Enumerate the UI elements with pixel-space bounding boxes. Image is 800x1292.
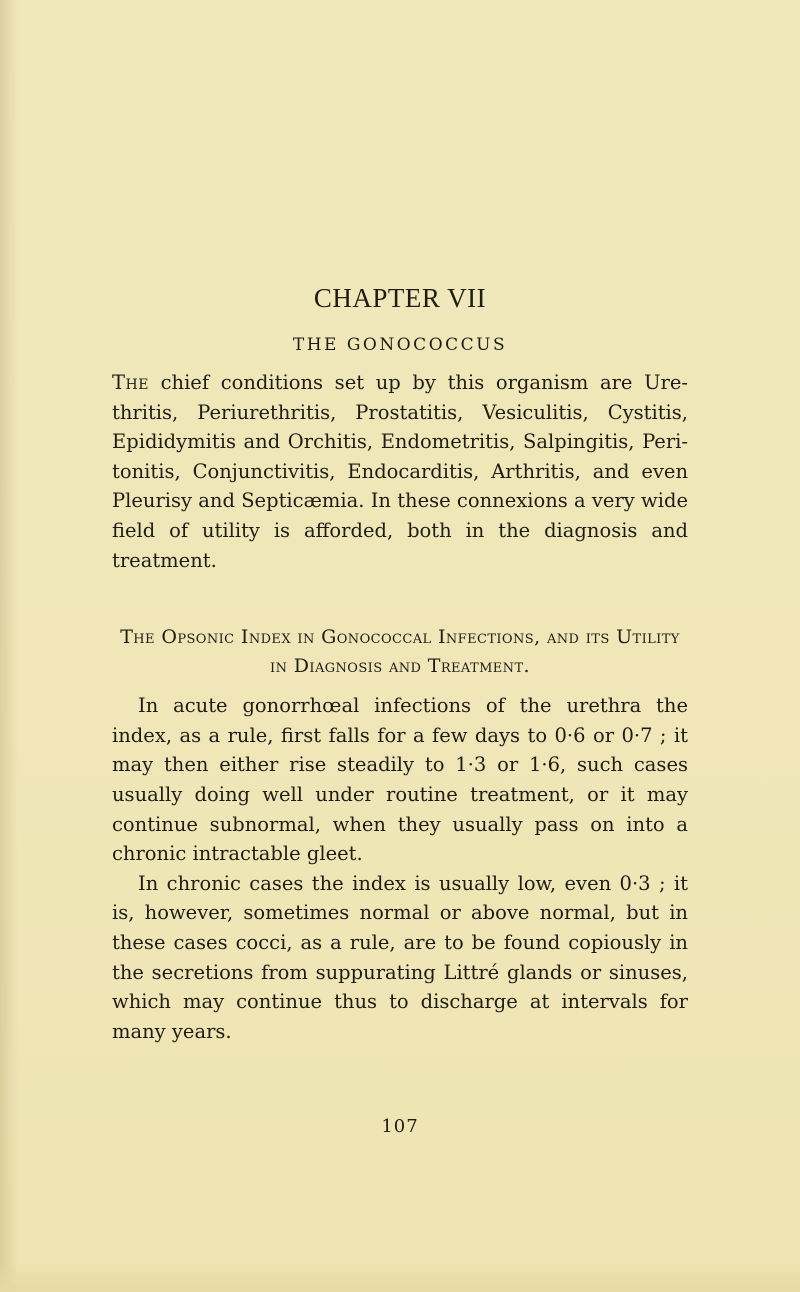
body-paragraph-1: In acute gonorrhœal infections of the urethra the index, as a rule, first falls for a few days to 0·6 or 0·7 ; it may then either rise steadily to 1·3 or 1·6, such cases usually doing well under routine treatment, or it may continue subnormal, when they usually pass on into a chronic intractable gleet. xyxy=(112,694,688,866)
chapter-subject: THE GONOCOCCUS xyxy=(292,335,508,355)
page-gutter-shadow xyxy=(0,0,18,1292)
intro-text: chief conditions set up by this organism are Ure-thritis, Periurethritis, Prostatitis, Vesiculitis, Cystitis, Epididymitis and Orchitis, Endometritis, Salpingitis, Peri-tonitis, Conjunctivitis, Endocarditis, Arthritis, and even Pleurisy and Septicæmia. In these connexions a very wide field of utility is afforded, both in the diagnosis and treatment. xyxy=(112,371,688,572)
page-bottom-edge xyxy=(0,1262,800,1292)
chapter-title: CHAPTER VII xyxy=(313,283,487,313)
intro-lead-word: The xyxy=(112,371,149,394)
body-paragraph-2: In chronic cases the index is usually low, even 0·3 ; it is, however, sometimes normal or above normal, but in these cases cocci, as a rule, are to be found copiously in the secretions from suppurating Littré glands or sinuses, which may continue thus to discharge at intervals for many years. xyxy=(112,871,688,1043)
section-heading: The Opsonic Index in Gonococcal Infections, and its Utility in Diagnosis and Treatment. xyxy=(120,626,680,678)
page-content xyxy=(112,282,688,1046)
page-number: 107 xyxy=(381,1116,419,1137)
intro-paragraph xyxy=(112,368,688,575)
